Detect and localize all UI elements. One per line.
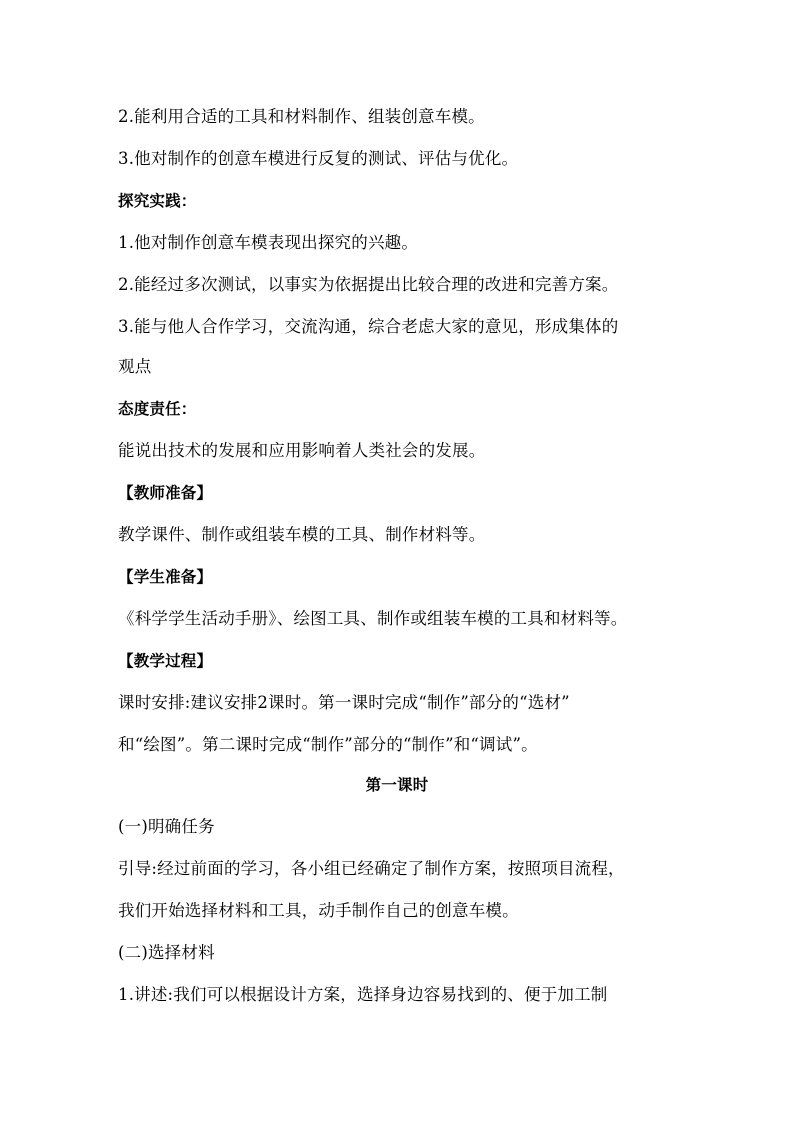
inquiry-line-3: 3.能与他人合作学习，交流沟通，综合老虑大家的意见，形成集体的 xyxy=(118,317,619,336)
section-heading-inquiry-practice: 探究实践： xyxy=(118,192,197,210)
inquiry-line-1: 1.他对制作创意车模表现出探究的兴趣。 xyxy=(118,233,419,252)
student-preparation-text: 《科学学生活动手册》、绘图工具、制作或组装车模的工具和材料等。 xyxy=(118,609,628,628)
section-heading-attitude-responsibility: 态度责任： xyxy=(118,400,197,418)
step-heading-clarify-task: (一)明确任务 xyxy=(118,817,215,836)
inquiry-line-3-continued: 观点 xyxy=(118,357,152,376)
section-heading-teacher-preparation: 【教师准备】 xyxy=(118,484,213,502)
schedule-line-2: 和“绘图”。第二课时完成“制作”部分的“制作”和“调试”。 xyxy=(118,735,538,754)
objective-line-2: 2.能利用合适的工具和材料制作、组装创意车模。 xyxy=(118,107,485,126)
section-heading-student-preparation: 【学生准备】 xyxy=(118,568,213,586)
lesson-title-first-period: 第一课时 xyxy=(365,776,429,794)
guidance-line-1: 引导:经过前面的学习，各小组已经确定了制作方案，按照项目流程， xyxy=(118,859,625,878)
objective-line-3: 3.他对制作的创意车模进行反复的测试、评估与优化。 xyxy=(118,149,519,168)
teacher-preparation-text: 教学课件、制作或组装车模的工具、制作材料等。 xyxy=(118,525,486,544)
explanation-line-1: 1.讲述:我们可以根据设计方案，选择身边容易找到的、便于加工制 xyxy=(118,985,608,1004)
step-heading-select-materials: (二)选择材料 xyxy=(118,943,215,962)
section-heading-teaching-process: 【教学过程】 xyxy=(118,652,213,670)
guidance-line-2: 我们开始选择材料和工具，动手制作自己的创意车模。 xyxy=(118,901,519,920)
schedule-line-1: 课时安排:建议安排2课时。第一课时完成“制作”部分的“选材” xyxy=(118,693,570,712)
inquiry-line-2: 2.能经过多次测试，以事实为依据提出比较合理的改进和完善方案。 xyxy=(118,275,619,294)
attitude-line-1: 能说出技术的发展和应用影响着人类社会的发展。 xyxy=(118,441,486,460)
